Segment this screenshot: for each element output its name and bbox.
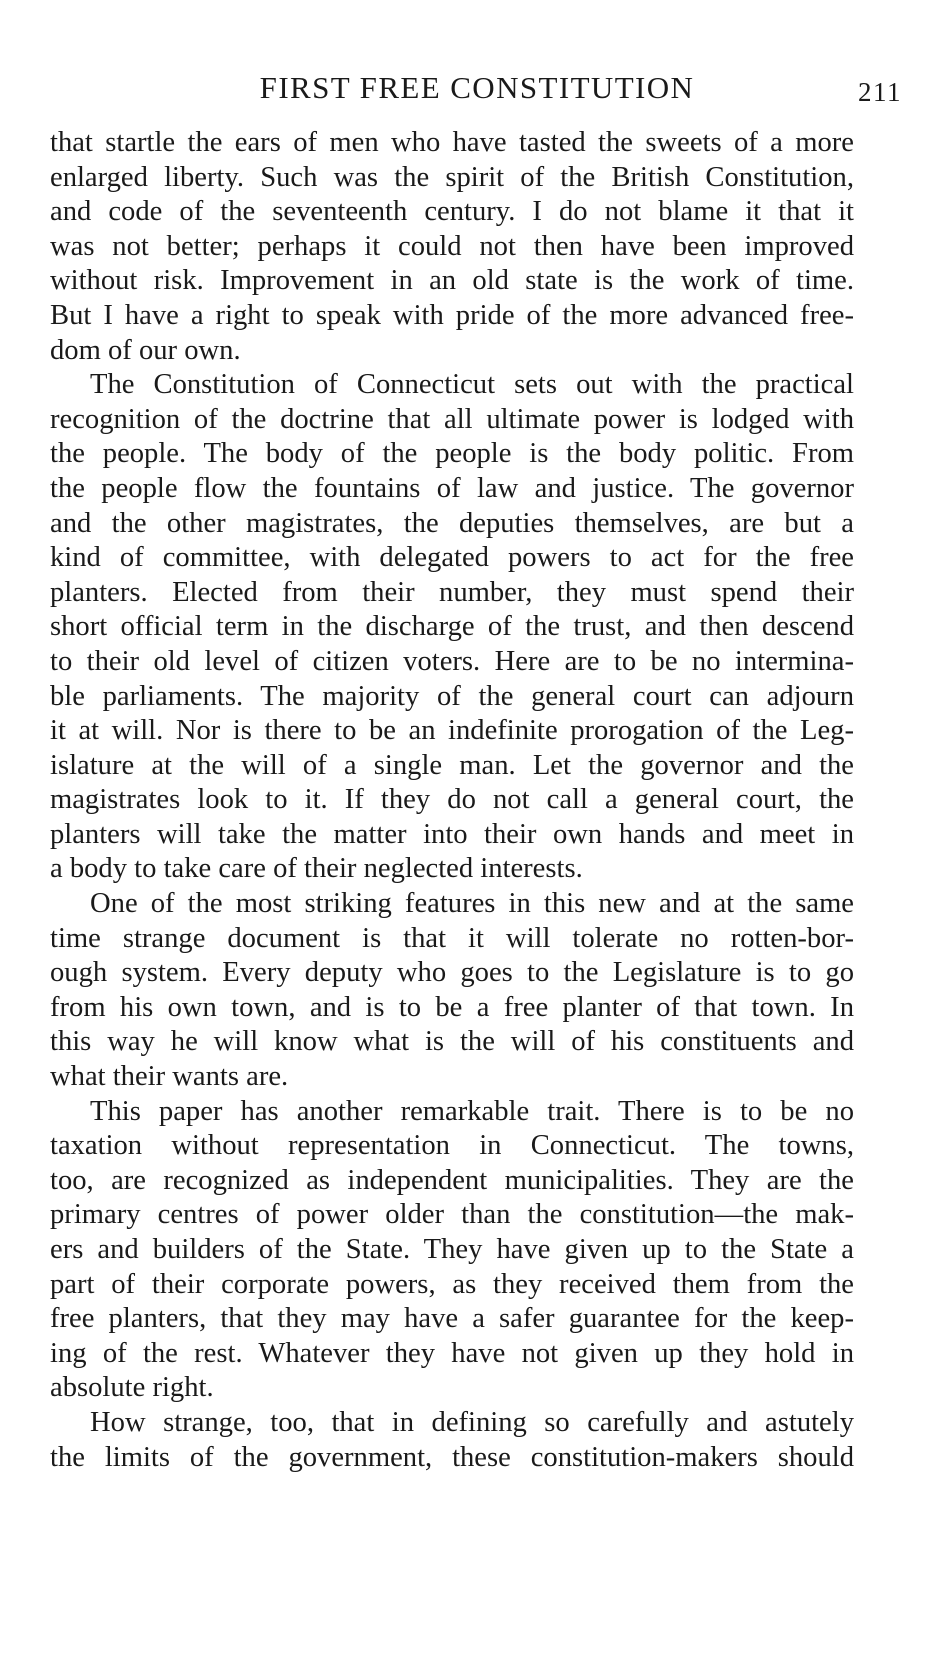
text-line: This paper has another remarkable trait. There is to be no (90, 1095, 854, 1127)
text-line: part of their corporate powers, as they received them from the (50, 1268, 854, 1300)
text-line: the limits of the government, these constitution-makers should (50, 1441, 854, 1473)
text-line: The Constitution of Connecticut sets out with the practical (90, 369, 854, 401)
text-line: the people. The body of the people is the body politic. From (50, 438, 854, 470)
text-line: How strange, too, that in defining so carefully and astutely (90, 1406, 854, 1438)
text-line: magistrates look to it. If they do not call a general court, the (50, 784, 854, 816)
text-line: islature at the will of a single man. Let the governor and the (50, 749, 854, 781)
text-line: the people flow the fountains of law and justice. The governor (50, 472, 854, 504)
text-line: free planters, that they may have a safer guarantee for the keep- (50, 1303, 854, 1335)
text-line: ers and builders of the State. They have given up to the State a (50, 1234, 854, 1265)
text-line: taxation without representation in Connecticut. The towns, (50, 1130, 854, 1162)
text-line: One of the most striking features in this new and at the same (90, 888, 854, 920)
running-head (48, 66, 906, 110)
text-line: was not better; perhaps it could not then have been improved (50, 230, 854, 262)
page-number: 211 (858, 77, 902, 107)
text-line: to their old level of citizen voters. Here are to be no intermina- (50, 645, 854, 677)
text-line: kind of committee, with delegated powers to act for the free (50, 542, 854, 574)
text-line: and code of the seventeenth century. I do not blame it that it (50, 196, 854, 228)
text-line: planters will take the matter into their own hands and meet in (50, 818, 854, 850)
text-line: enlarged liberty. Such was the spirit of the British Constitution, (50, 161, 854, 193)
text-line: short official term in the discharge of the trust, and then descend (50, 611, 854, 643)
text-line: it at will. Nor is there to be an indefinite prorogation of the Leg- (50, 715, 854, 747)
text-line: planters. Elected from their number, they must spend their (50, 576, 854, 608)
text-line: But I have a right to speak with pride of the more advanced free- (50, 299, 854, 331)
text-line: a body to take care of their neglected interests. (50, 853, 583, 885)
text-line: dom of our own. (50, 334, 241, 366)
text-line: ble parliaments. The majority of the general court can adjourn (50, 680, 854, 712)
text-line: ing of the rest. Whatever they have not given up they hold in (50, 1337, 854, 1369)
text-line: and the other magistrates, the deputies themselves, are but a (50, 507, 854, 539)
running-title: FIRST FREE CONSTITUTION (259, 70, 695, 105)
body-text (50, 126, 854, 1475)
text-line: that startle the ears of men who have tasted the sweets of a more (50, 127, 854, 158)
text-line: from his own town, and is to be a free planter of that town. In (50, 991, 854, 1023)
text-line: without risk. Improvement in an old state is the work of time. (50, 265, 854, 297)
text-line: absolute right. (50, 1372, 214, 1404)
text-line: this way he will know what is the will of his constituents and (50, 1026, 854, 1058)
text-line: what their wants are. (50, 1061, 289, 1093)
text-line: primary centres of power older than the constitution—the mak- (50, 1199, 854, 1231)
text-line: ough system. Every deputy who goes to the Legislature is to go (50, 957, 854, 989)
text-line: recognition of the doctrine that all ultimate power is lodged with (50, 403, 854, 435)
text-line: too, are recognized as independent municipalities. They are the (50, 1164, 854, 1196)
text-line: time strange document is that it will tolerate no rotten-bor- (50, 922, 854, 954)
